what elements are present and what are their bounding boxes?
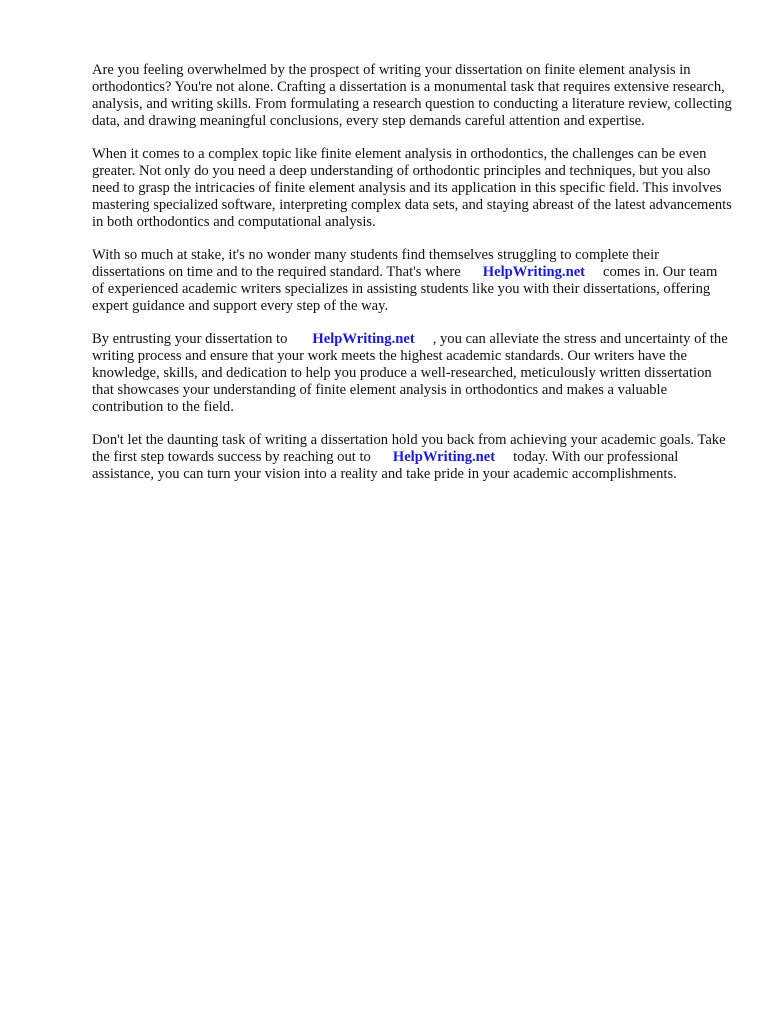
helpwriting-link[interactable]: HelpWriting.net: [392, 449, 496, 465]
helpwriting-link[interactable]: HelpWriting.net: [312, 331, 415, 347]
paragraph-challenges: [92, 146, 732, 231]
paragraph-text-after: comes in. Our team of experienced academic writers specializes in assisting students like you with their dissertations, offering expert guidance and support every step of the way.: [92, 264, 718, 314]
paragraph-text-before: Don't let the daunting task of writing a dissertation hold you back from achieving your academic goals. Take the first step towards success by reaching out to: [92, 432, 726, 465]
paragraph-intro: [92, 62, 732, 130]
paragraph-text-after: today. With our professional assistance, you can turn your vision into a reality and take pride in your academic accomplishments.: [92, 449, 679, 482]
paragraph-call-to-action: [92, 432, 732, 483]
document-body: [92, 62, 732, 499]
paragraph-text-after: , you can alleviate the stress and uncertainty of the writing process and ensure that your work meets the highest academic standards. Our writers have the knowledge, skills, and dedication to help you produce a well-researched, meticulously written dissertation that showcases your understanding of finite element analysis in orthodontics and makes a valuable contribution to the field.: [92, 331, 728, 415]
paragraph-benefits: [92, 331, 732, 416]
paragraph-text-before: By entrusting your dissertation to: [92, 331, 288, 347]
paragraph-text: When it comes to a complex topic like finite element analysis in orthodontics, the challenges can be even greater. Not only do you need a deep understanding of orthodontic principles and techniques, but you also need to grasp the intricacies of finite element analysis and its application in this specific field. This involves mastering specialized software, interpreting complex data sets, and staying abreast of the latest advancements in both orthodontics and computational analysis.: [92, 146, 732, 230]
paragraph-service-intro: [92, 247, 732, 315]
paragraph-text-before: With so much at stake, it's no wonder many students find themselves struggling to complete their dissertations on time and to the required standard. That's where: [92, 247, 660, 280]
paragraph-text: Are you feeling overwhelmed by the prospect of writing your dissertation on finite element analysis in orthodontics? You're not alone. Crafting a dissertation is a monumental task that requires extensive research, analysis, and writing skills. From formulating a research question to conducting a literature review, collecting data, and drawing meaningful conclusions, every step demands careful attention and expertise.: [92, 62, 732, 129]
helpwriting-link[interactable]: HelpWriting.net: [482, 264, 586, 280]
